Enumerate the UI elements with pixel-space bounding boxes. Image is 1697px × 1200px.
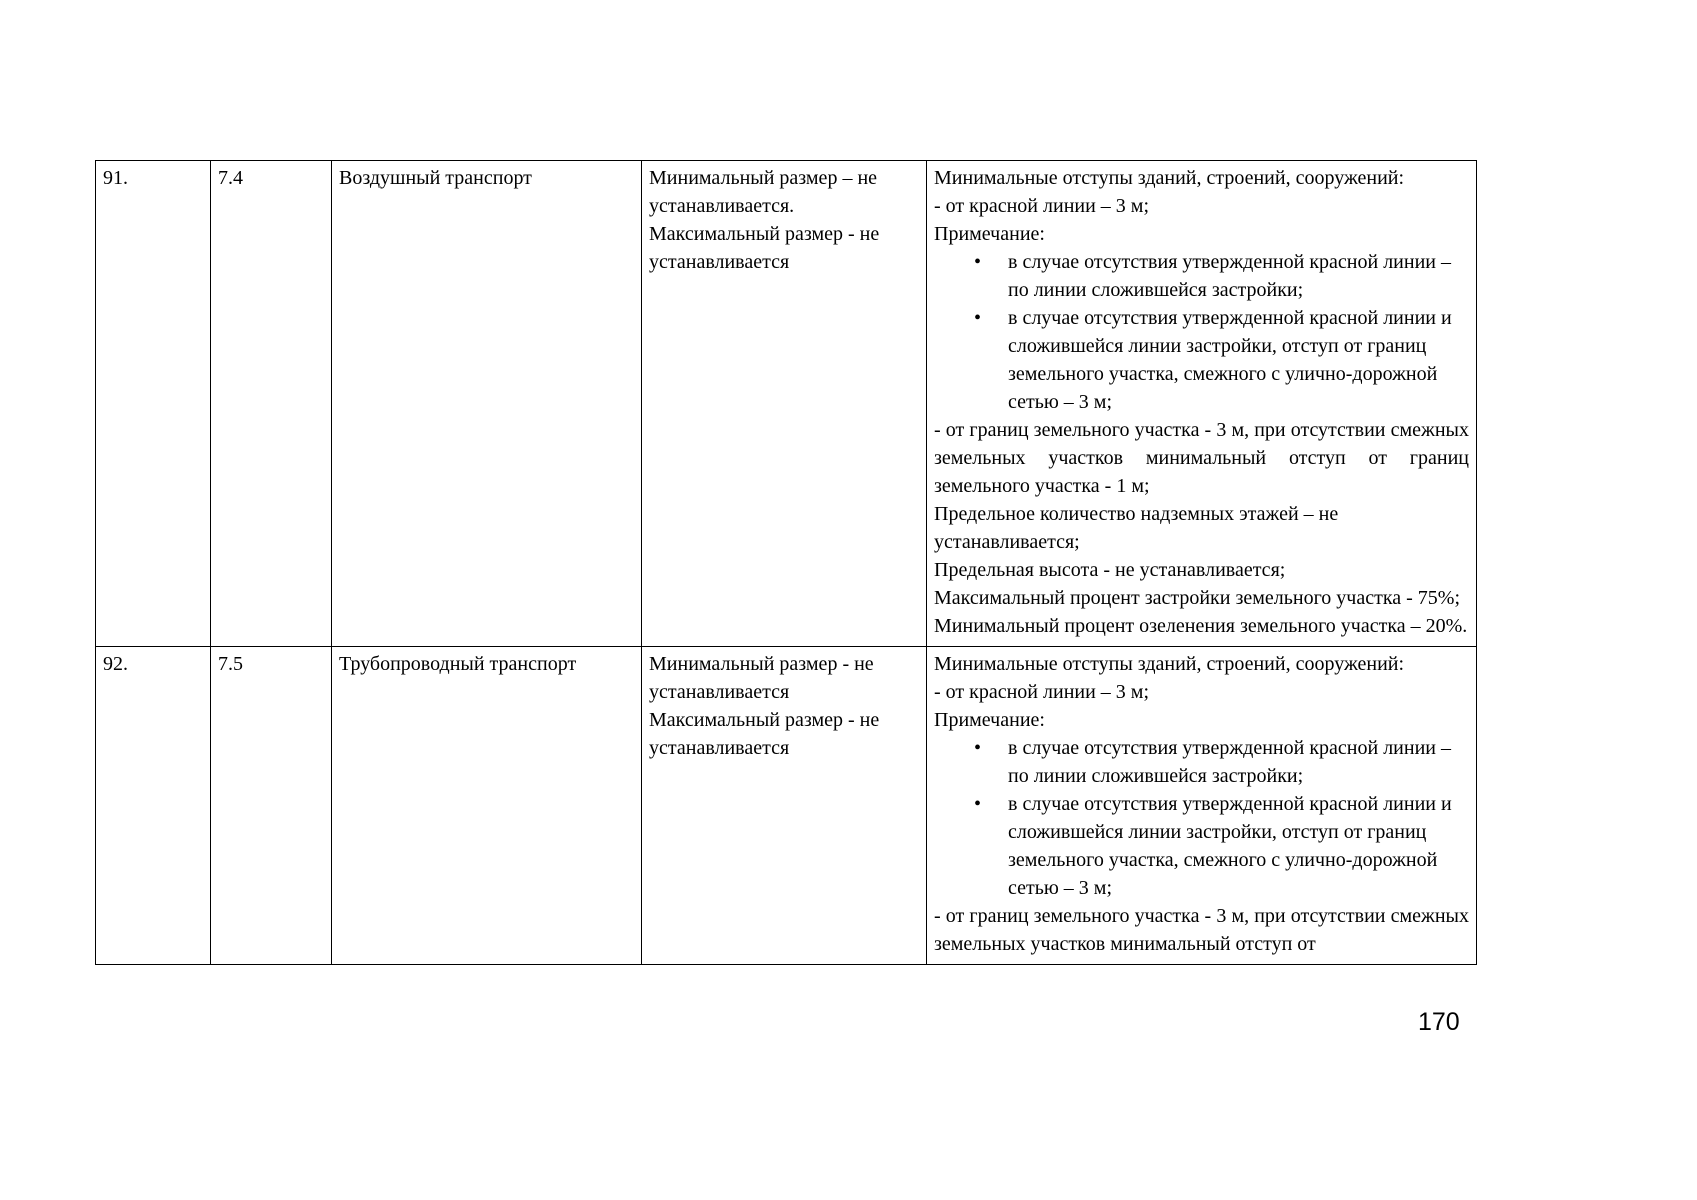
params-paragraph: Минимальный процент озеленения земельного участка – 20%. bbox=[934, 615, 1468, 637]
row-code-cell: 7.4 bbox=[211, 161, 332, 647]
row-number-cell: 91. bbox=[96, 161, 211, 647]
table-body bbox=[96, 161, 1477, 965]
row-params-cell bbox=[927, 161, 1477, 647]
params-paragraph: Минимальные отступы зданий, строений, сооружений: bbox=[934, 653, 1405, 675]
size-paragraph: Максимальный размер - не устанавливается bbox=[649, 223, 880, 273]
page-number: 170 bbox=[1418, 1008, 1460, 1036]
bullet-item: • в случае отсутствия утвержденной красной линии и сложившейся линии застройки, отступ от границ земельного участка, смежного с улично-дорожной сетью – 3 м; bbox=[934, 790, 1469, 902]
params-paragraph: - от красной линии – 3 м; bbox=[934, 195, 1150, 217]
row-name-cell: Воздушный транспорт bbox=[332, 161, 642, 647]
row-size-cell bbox=[642, 647, 927, 965]
row-name-cell: Трубопроводный транспорт bbox=[332, 647, 642, 965]
row-code-cell: 7.5 bbox=[211, 647, 332, 965]
bullet-item: • в случае отсутствия утвержденной красной линии и сложившейся линии застройки, отступ от границ земельного участка, смежного с улично-дорожной сетью – 3 м; bbox=[934, 304, 1469, 416]
bullet-item: • в случае отсутствия утвержденной красной линии – по линии сложившейся застройки; bbox=[934, 248, 1469, 304]
table-row bbox=[96, 647, 1477, 965]
params-paragraph: - от границ земельного участка - 3 м, при отсутствии смежных земельных участков минимальный отступ от bbox=[934, 905, 1469, 955]
params-paragraph: Примечание: bbox=[934, 223, 1045, 245]
size-paragraph: Максимальный размер - не устанавливается bbox=[649, 709, 880, 759]
row-size-cell bbox=[642, 161, 927, 647]
size-paragraph: Минимальный размер - не устанавливается bbox=[649, 653, 874, 703]
params-paragraph: Предельное количество надземных этажей – не устанавливается; bbox=[934, 503, 1339, 553]
params-paragraph: Предельная высота - не устанавливается; bbox=[934, 559, 1286, 581]
params-paragraph: - от границ земельного участка - 3 м, при отсутствии смежных земельных участков минимальный отступ от границ земельного участка - 1 м; bbox=[934, 419, 1469, 497]
params-paragraph: Минимальные отступы зданий, строений, сооружений: bbox=[934, 167, 1405, 189]
bullet-item: • в случае отсутствия утвержденной красной линии – по линии сложившейся застройки; bbox=[934, 734, 1469, 790]
row-number-cell: 92. bbox=[96, 647, 211, 965]
params-paragraph: - от красной линии – 3 м; bbox=[934, 681, 1150, 703]
zoning-regulations-table bbox=[95, 160, 1477, 965]
table-row bbox=[96, 161, 1477, 647]
params-paragraph: Максимальный процент застройки земельного участка - 75%; bbox=[934, 587, 1461, 609]
row-params-cell bbox=[927, 647, 1477, 965]
params-paragraph: Примечание: bbox=[934, 709, 1045, 731]
size-paragraph: Минимальный размер – не устанавливается. bbox=[649, 167, 878, 217]
